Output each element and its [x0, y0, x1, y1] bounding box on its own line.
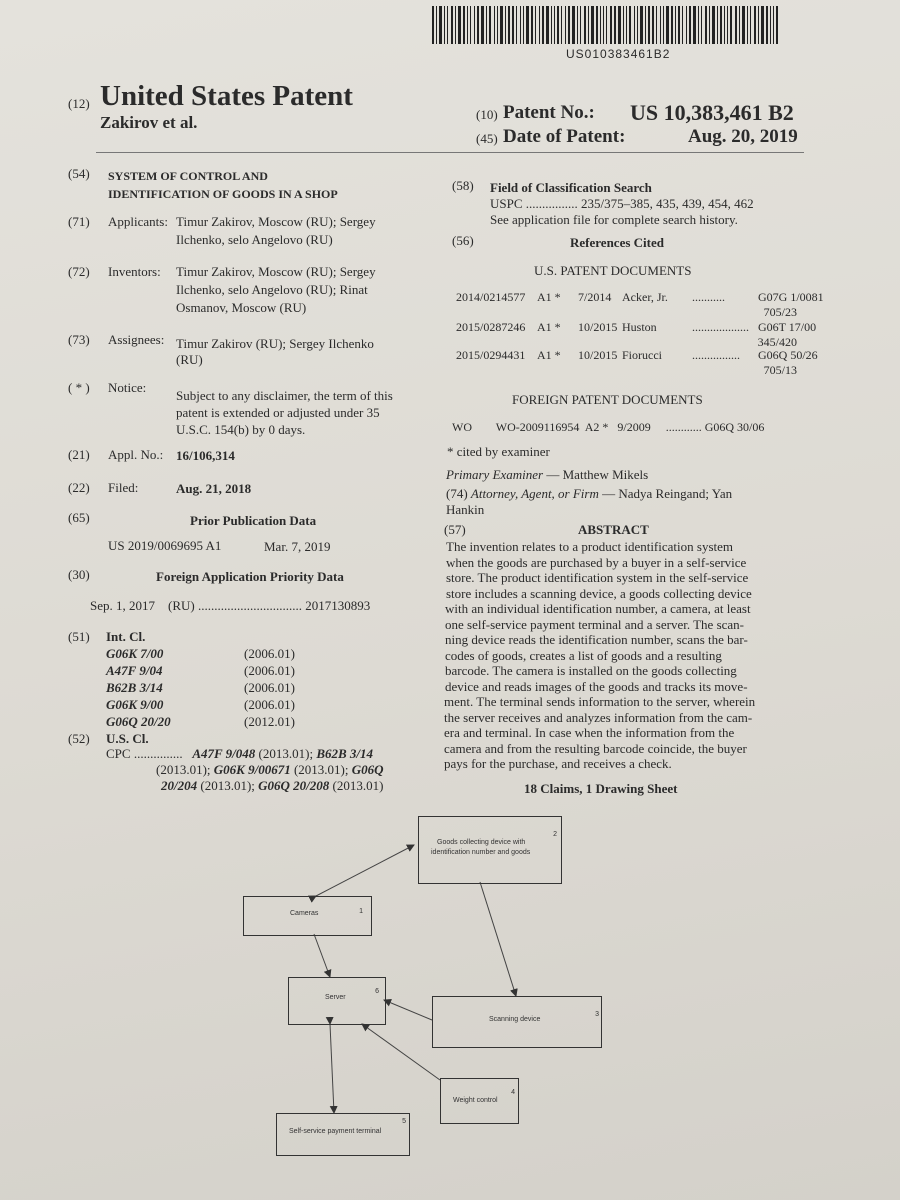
code-52: (52): [68, 731, 90, 746]
attorney-label: Attorney, Agent, or Firm: [470, 486, 599, 501]
inventors-label: Inventors:: [108, 264, 161, 279]
us-doc-kind: A1 *: [537, 320, 561, 334]
notice-line1: Subject to any disclaimer, the term of this: [176, 388, 393, 403]
int-cl-code: G06K 9/00: [106, 697, 164, 712]
cameras-box-number: 1: [359, 908, 363, 915]
code-74: (74): [446, 486, 468, 501]
us-doc-class: G06T 17/00: [758, 320, 817, 334]
terminal-box-label: Self-service payment terminal: [289, 1128, 382, 1135]
applicants-label: Applicants:: [108, 214, 168, 229]
patent-no-label: Patent No.:: [503, 102, 595, 123]
code-65: (65): [68, 510, 90, 525]
patent-date: Aug. 20, 2019: [688, 126, 798, 147]
code-notice: ( * ): [68, 380, 90, 395]
assignees-line1: Timur Zakirov (RU); Sergey Ilchenko: [176, 336, 374, 351]
uspc-line: USPC ................ 235/375–385, 435, 439, 454, 462: [490, 196, 754, 211]
inventors-line2: Ilchenko, selo Angelovo (RU); Rinat: [176, 282, 368, 297]
abstract-line: codes of goods, creates a list of goods and a resulting: [445, 647, 722, 663]
us-doc-number: 2015/0294431: [456, 348, 526, 362]
abstract-line: pays for the purchase, and receives a check.: [444, 756, 672, 771]
int-cl-year: (2006.01): [244, 680, 295, 695]
abstract-line: ning device reads the identification number, scans the bar-: [445, 632, 748, 647]
code-58: (58): [452, 178, 474, 193]
int-cl-year: (2006.01): [244, 663, 295, 678]
foreign-doc-dots: ............: [665, 420, 702, 434]
goods-collecting-device-box: [418, 816, 562, 884]
us-doc-name: Fiorucci: [622, 348, 662, 362]
code-57: (57): [444, 522, 466, 537]
abstract-line: one self-service payment terminal and a server. The scan-: [445, 616, 744, 632]
references-heading: References Cited: [570, 235, 664, 250]
inventors-short: Zakirov et al.: [100, 113, 198, 132]
int-cl-year: (2012.01): [244, 714, 295, 729]
int-cl-label: Int. Cl.: [106, 629, 146, 644]
abstract-line: the server receives and analyzes information from the cam-: [444, 709, 753, 725]
cpc-year: (2013.01);: [255, 746, 317, 761]
us-doc-class: G07G 1/0081: [758, 290, 824, 304]
weight-box-number: 4: [511, 1089, 515, 1096]
arrow-server-terminal: [330, 1024, 334, 1113]
arrow-scanning-server: [384, 1000, 432, 1020]
abstract-line: store includes a scanning device, a goods collecting device: [446, 585, 752, 601]
abstract-line: era and terminal. In case when the information from the: [444, 725, 735, 740]
us-doc-dots: ...................: [692, 320, 749, 334]
us-doc-dots: ...........: [692, 290, 725, 304]
notice-line3: U.S.C. 154(b) by 0 days.: [176, 422, 306, 437]
goods-box-label-line1: Goods collecting device with: [437, 839, 526, 846]
abstract-line: ment. The terminal sends information to the server, wherein: [444, 694, 756, 709]
cpc-code: B62B 3/14: [316, 746, 374, 761]
int-cl-year: (2006.01): [244, 697, 295, 712]
primary-examiner-name: — Matthew Mikels: [543, 467, 649, 482]
foreign-doc-country: WO: [452, 420, 472, 434]
appl-no: 16/106,314: [176, 448, 235, 463]
inventors-line1: Timur Zakirov, Moscow (RU); Sergey: [176, 264, 376, 279]
code-56: (56): [452, 233, 474, 248]
terminal-box-number: 5: [402, 1118, 406, 1125]
patent-number: US 10,383,461 B2: [630, 100, 794, 125]
arrow-weight-server: [362, 1024, 440, 1080]
us-doc-number: 2014/0214577: [456, 290, 526, 304]
code-10: (10): [476, 107, 498, 122]
foreign-doc-class: G06Q 30/06: [704, 420, 765, 434]
prior-publication-number: US 2019/0069695 A1: [108, 538, 222, 553]
code-21: (21): [68, 447, 90, 462]
inventors-line3: Osmanov, Moscow (RU): [176, 300, 307, 315]
cameras-box: [243, 896, 372, 936]
code-71: (71): [68, 214, 90, 229]
invention-title-line2: IDENTIFICATION OF GOODS IN A SHOP: [108, 187, 338, 201]
int-cl-code: B62B 3/14: [106, 680, 163, 695]
filed-date: Aug. 21, 2018: [176, 481, 252, 496]
us-doc-date: 7/2014: [578, 290, 612, 304]
abstract-line: camera and from the resulting barcode coincide, the buyer: [444, 740, 747, 756]
filed-label: Filed:: [108, 480, 139, 495]
cpc-code: 20/204: [161, 778, 198, 793]
us-doc-date: 10/2015: [578, 320, 618, 334]
us-doc-subclass: 705/13: [763, 363, 797, 377]
server-box: [288, 977, 386, 1025]
see-application-line: See application file for complete search history.: [490, 212, 738, 227]
invention-title-line1: SYSTEM OF CONTROL AND: [108, 169, 268, 183]
int-cl-code: G06Q 20/20: [106, 714, 171, 729]
field-of-search-heading: Field of Classification Search: [490, 180, 652, 195]
assignees-label: Assignees:: [108, 332, 165, 347]
abstract-line: The invention relates to a product identification system: [446, 539, 734, 554]
barcode-number: US010383461B2: [566, 47, 671, 61]
us-doc-subclass: 705/23: [763, 305, 797, 319]
goods-box-label-line2: identification number and goods: [431, 849, 531, 856]
foreign-priority-heading: Foreign Application Priority Data: [156, 569, 344, 584]
cpc-code: G06K 9/00671: [213, 762, 291, 777]
payment-terminal-box: [276, 1113, 410, 1156]
cited-by-examiner: * cited by examiner: [447, 444, 550, 459]
date-label: Date of Patent:: [503, 126, 626, 147]
scanning-box-label: Scanning device: [489, 1016, 541, 1023]
code-51: (51): [68, 629, 90, 644]
int-cl-year: (2006.01): [244, 646, 295, 661]
int-cl-code: G06K 7/00: [106, 646, 164, 661]
us-doc-subclass: 345/420: [757, 335, 797, 349]
arrow-cameras-server: [314, 934, 330, 977]
code-22: (22): [68, 480, 90, 495]
code-12: (12): [68, 96, 90, 111]
scanning-box-number: 3: [595, 1011, 599, 1018]
assignees-line2: (RU): [176, 352, 203, 367]
cpc-code: A47F 9/048: [192, 746, 256, 761]
cpc-year: (2013.01);: [197, 778, 259, 793]
applicants-line2: Ilchenko, selo Angelovo (RU): [176, 232, 333, 247]
abstract-line: store. The product identification system in the self-service: [446, 570, 749, 585]
code-73: (73): [68, 332, 90, 347]
us-doc-kind: A1 *: [537, 348, 561, 362]
appl-no-label: Appl. No.:: [108, 447, 164, 462]
us-cl-label: U.S. Cl.: [106, 731, 149, 746]
code-30: (30): [68, 567, 90, 582]
cpc-year: (2013.01): [329, 778, 384, 793]
code-54: (54): [68, 166, 90, 181]
foreign-doc-number: WO-2009116954: [495, 420, 580, 434]
us-doc-class: G06Q 50/26: [758, 348, 818, 362]
weight-control-box: [440, 1078, 519, 1124]
prior-publication-date: Mar. 7, 2019: [264, 539, 331, 554]
foreign-priority-line: Sep. 1, 2017 (RU) ................................ 2017130893: [90, 598, 371, 613]
code-72: (72): [68, 264, 90, 279]
attorney-name: — Nadya Reingand; Yan: [598, 486, 733, 501]
code-45: (45): [476, 131, 498, 146]
server-box-label: Server: [325, 994, 346, 1001]
arrow-cameras-goods: [316, 845, 414, 896]
primary-examiner-label: Primary Examiner: [446, 467, 544, 482]
us-patent-docs-heading: U.S. PATENT DOCUMENTS: [534, 263, 692, 278]
us-doc-date: 10/2015: [578, 348, 618, 362]
cpc-lead: CPC ...............: [106, 746, 183, 761]
foreign-doc-date: 9/2009: [617, 420, 651, 434]
abstract-line: with an individual identification number, a camera, at least: [445, 601, 751, 616]
server-box-number: 6: [375, 988, 379, 995]
goods-box-number: 2: [553, 831, 557, 838]
cameras-box-label: Cameras: [290, 910, 319, 917]
cpc-code: G06Q 20/208: [258, 778, 330, 793]
claims-line: 18 Claims, 1 Drawing Sheet: [524, 781, 678, 796]
us-doc-name: Acker, Jr.: [622, 290, 668, 304]
notice-line2: patent is extended or adjusted under 35: [176, 405, 380, 420]
int-cl-code: A47F 9/04: [106, 663, 163, 678]
cpc-year: (2013.01);: [290, 762, 352, 777]
abstract-heading: ABSTRACT: [578, 522, 649, 537]
scanning-device-box: [432, 996, 602, 1048]
prior-publication-heading: Prior Publication Data: [190, 513, 317, 528]
abstract-line: when the goods are purchased by a buyer in a self-service: [446, 554, 747, 570]
attorney-line2: Hankin: [446, 502, 485, 517]
abstract-line: device and reads images of the goods and tracks its move-: [445, 678, 748, 694]
us-doc-dots: ................: [692, 348, 740, 362]
us-doc-number: 2015/0287246: [456, 320, 526, 334]
weight-box-label: Weight control: [453, 1097, 498, 1104]
abstract-line: barcode. The camera is installed on the goods collecting: [445, 663, 737, 678]
foreign-patent-docs-heading: FOREIGN PATENT DOCUMENTS: [512, 392, 703, 407]
us-doc-kind: A1 *: [537, 290, 561, 304]
document-type: United States Patent: [100, 80, 353, 112]
notice-label: Notice:: [108, 380, 147, 395]
cpc-year: (2013.01);: [156, 762, 214, 777]
us-doc-name: Huston: [622, 320, 657, 334]
applicants-line1: Timur Zakirov, Moscow (RU); Sergey: [176, 214, 376, 229]
arrow-goods-scanning: [480, 882, 516, 996]
cpc-code: G06Q: [351, 762, 384, 777]
foreign-doc-kind: A2 *: [584, 420, 609, 434]
